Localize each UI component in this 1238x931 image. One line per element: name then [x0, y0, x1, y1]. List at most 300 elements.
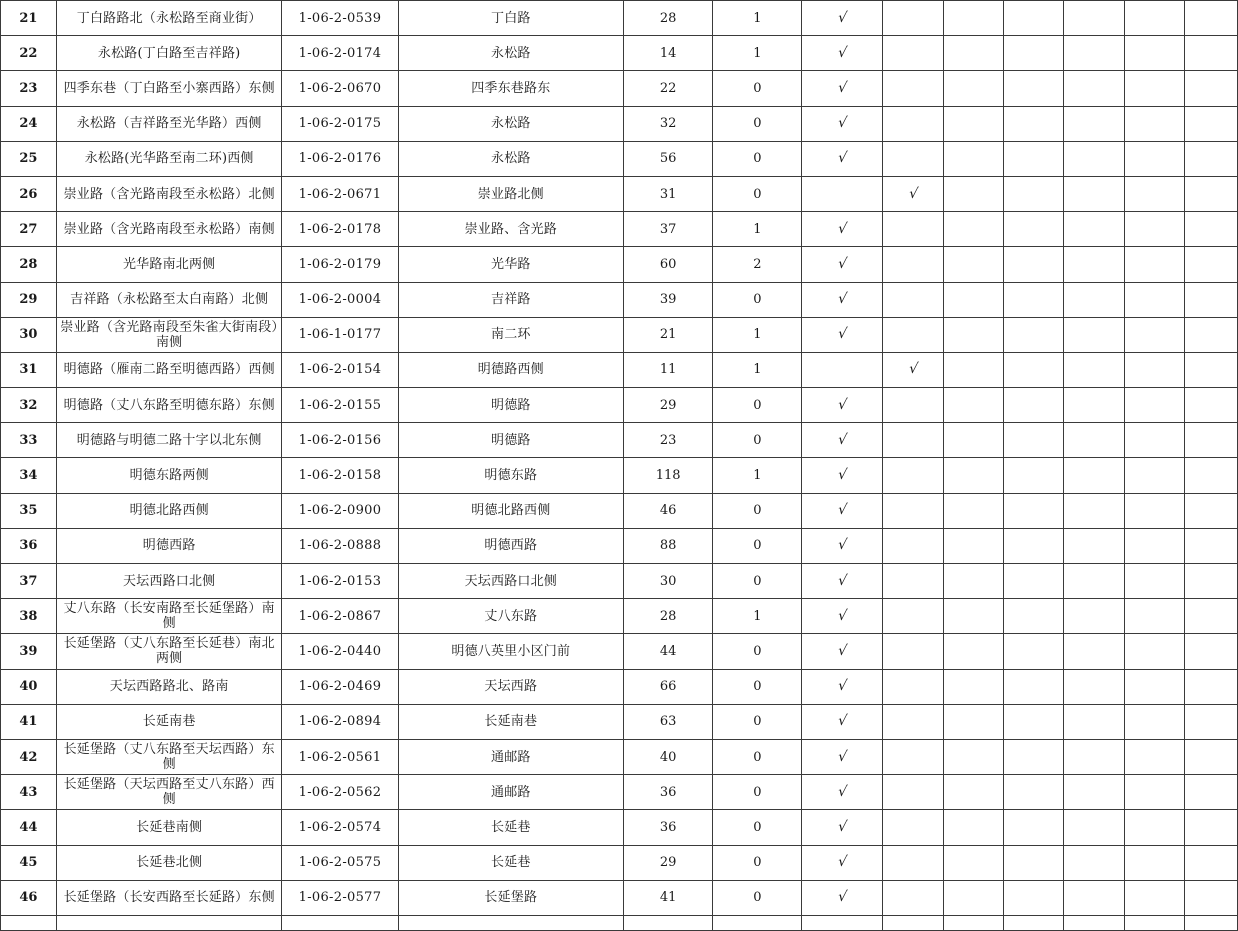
check-column-6-cell: [1124, 212, 1184, 247]
check-column-3-cell: [944, 634, 1004, 669]
check-column-7-cell: [1184, 282, 1237, 317]
section-code-cell: 1-06-2-0670: [282, 71, 398, 106]
section-code-cell: 1-06-2-0469: [282, 669, 398, 704]
location-cell: 丁白路: [398, 1, 624, 36]
check-column-6-cell: [1124, 704, 1184, 739]
check-column-4-cell: [1003, 388, 1063, 423]
check-column-2-cell: [883, 564, 944, 599]
row-number-cell: 39: [1, 634, 57, 669]
section-code-cell: 1-06-2-0179: [282, 247, 398, 282]
table-row: [1, 810, 1238, 845]
table-row: [1, 669, 1238, 704]
location-cell: 长延巷: [398, 810, 624, 845]
section-code-cell: 1-06-2-0154: [282, 352, 398, 387]
count-a-cell: 88: [624, 528, 713, 563]
check-column-6-cell: [1124, 810, 1184, 845]
check-column-7-cell: [1184, 317, 1237, 352]
count-b-cell: 0: [713, 528, 802, 563]
count-a-cell: 23: [624, 423, 713, 458]
count-b-cell: 2: [713, 247, 802, 282]
check-column-5-cell: [1064, 423, 1124, 458]
table-row: [1, 458, 1238, 493]
section-code-cell: 1-06-2-0158: [282, 458, 398, 493]
road-section-name-cell: 明德路（雁南二路至明德西路）西侧: [56, 352, 282, 387]
location-cell: 明德东路: [398, 458, 624, 493]
row-number-cell: 45: [1, 845, 57, 880]
check-mark-icon: √: [836, 291, 848, 308]
location-cell: 明德西路: [398, 528, 624, 563]
check-column-3-cell: [944, 564, 1004, 599]
road-section-name-cell: 永松路(丁白路至吉祥路): [56, 36, 282, 71]
count-a-cell: 40: [624, 739, 713, 774]
section-code-cell: 1-06-2-0175: [282, 106, 398, 141]
check-column-2-cell: [883, 247, 944, 282]
check-column-5-cell: [1064, 775, 1124, 810]
check-column-6-cell: [1124, 106, 1184, 141]
section-code-cell: 1-06-2-0004: [282, 282, 398, 317]
check-column-3-cell: [944, 528, 1004, 563]
location-cell: 天坛西路: [398, 669, 624, 704]
row-number-cell: 44: [1, 810, 57, 845]
check-column-1-cell: [802, 423, 883, 458]
count-b-cell: 0: [713, 141, 802, 176]
road-section-name-cell: 明德西路: [56, 528, 282, 563]
section-code-cell: 1-06-2-0153: [282, 564, 398, 599]
check-column-7-cell: [1184, 141, 1237, 176]
check-mark-icon: √: [836, 713, 848, 730]
row-number-cell: 27: [1, 212, 57, 247]
table-row: [1, 282, 1238, 317]
road-section-name-cell: 明德路（丈八东路至明德东路）东侧: [56, 388, 282, 423]
check-column-5-cell: [1064, 388, 1124, 423]
check-column-2-cell: [883, 810, 944, 845]
check-column-2-cell: [883, 106, 944, 141]
count-b-cell: 0: [713, 845, 802, 880]
road-section-name-cell: 明德路与明德二路十字以北东侧: [56, 423, 282, 458]
check-column-3-cell: [944, 352, 1004, 387]
check-column-6-cell: [1124, 1, 1184, 36]
check-column-6-cell: [1124, 71, 1184, 106]
check-column-4-cell: [1003, 493, 1063, 528]
row-number-cell: 35: [1, 493, 57, 528]
check-mark-icon: √: [836, 678, 848, 695]
row-number-cell: 32: [1, 388, 57, 423]
check-column-3-cell: [944, 317, 1004, 352]
road-section-name-cell: 永松路(光华路至南二环)西侧: [56, 141, 282, 176]
check-column-5-cell: [1064, 599, 1124, 634]
check-column-4-cell: [1003, 1, 1063, 36]
row-number-cell: 30: [1, 317, 57, 352]
check-column-7-cell: [1184, 704, 1237, 739]
check-column-6-cell: [1124, 36, 1184, 71]
check-column-2-cell: [883, 71, 944, 106]
count-b-cell: 1: [713, 1, 802, 36]
check-column-4-cell: [1003, 212, 1063, 247]
check-column-7-cell: [1184, 247, 1237, 282]
road-section-name-cell: 明德东路两侧: [56, 458, 282, 493]
table-row: [1, 599, 1238, 634]
check-column-3-cell: [944, 282, 1004, 317]
check-column-7-cell: [1184, 669, 1237, 704]
check-column-5-cell: [1064, 634, 1124, 669]
check-column-3-cell: [944, 141, 1004, 176]
row-number-cell: 25: [1, 141, 57, 176]
check-column-6-cell: [1124, 388, 1184, 423]
check-column-7-cell: [1184, 71, 1237, 106]
road-section-name-cell: 长延堡路（天坛西路至丈八东路）西侧: [56, 775, 282, 810]
row-number-cell: 22: [1, 36, 57, 71]
row-number-cell: 42: [1, 739, 57, 774]
table-row: [1, 880, 1238, 915]
check-column-4-cell: [1003, 775, 1063, 810]
road-section-name-cell: 长延巷南侧: [56, 810, 282, 845]
check-mark-icon: √: [836, 467, 848, 484]
check-column-7-cell: [1184, 352, 1237, 387]
check-mark-icon: √: [836, 642, 848, 659]
check-column-5-cell: [1064, 176, 1124, 211]
check-column-7-cell: [1184, 212, 1237, 247]
check-column-4-cell: [1003, 704, 1063, 739]
count-a-cell: 118: [624, 458, 713, 493]
count-a-cell: 56: [624, 141, 713, 176]
check-column-4-cell: [1003, 423, 1063, 458]
road-section-name-cell: 四季东巷（丁白路至小寨西路）东侧: [56, 71, 282, 106]
check-column-5-cell: [1064, 880, 1124, 915]
count-a-cell: 36: [624, 775, 713, 810]
section-code-cell: 1-06-2-0539: [282, 1, 398, 36]
section-code-cell: 1-06-2-0155: [282, 388, 398, 423]
road-section-name-cell: 光华路南北两侧: [56, 247, 282, 282]
check-mark-icon: √: [907, 185, 919, 202]
check-column-1-cell: [802, 212, 883, 247]
check-mark-icon: √: [836, 115, 848, 132]
road-section-name-cell: 崇业路（含光路南段至永松路）南侧: [56, 212, 282, 247]
table-row: [1, 845, 1238, 880]
check-mark-icon: √: [836, 572, 848, 589]
check-mark-icon: √: [836, 396, 848, 413]
check-column-6-cell: [1124, 458, 1184, 493]
check-column-5-cell: [1064, 458, 1124, 493]
location-cell: 通邮路: [398, 739, 624, 774]
check-column-3-cell: [944, 458, 1004, 493]
road-section-name-cell: 丁白路路北（永松路至商业街）: [56, 1, 282, 36]
row-number-cell: 21: [1, 1, 57, 36]
count-b-cell: 0: [713, 775, 802, 810]
road-section-name-cell: 长延南巷: [56, 704, 282, 739]
table-row: [1, 176, 1238, 211]
check-column-1-cell: [802, 282, 883, 317]
check-column-6-cell: [1124, 634, 1184, 669]
check-column-1-cell: [802, 775, 883, 810]
check-column-7-cell: [1184, 880, 1237, 915]
check-mark-icon: √: [836, 818, 848, 835]
check-column-4-cell: [1003, 739, 1063, 774]
check-column-3-cell: [944, 810, 1004, 845]
row-number-cell: 37: [1, 564, 57, 599]
check-column-6-cell: [1124, 247, 1184, 282]
section-code-cell: 1-06-2-0574: [282, 810, 398, 845]
check-column-3-cell: [944, 106, 1004, 141]
check-column-7-cell: [1184, 106, 1237, 141]
count-a-cell: 46: [624, 493, 713, 528]
check-column-3-cell: [944, 212, 1004, 247]
check-column-5-cell: [1064, 247, 1124, 282]
check-column-4-cell: [1003, 634, 1063, 669]
location-cell: 吉祥路: [398, 282, 624, 317]
table-row: [1, 775, 1238, 810]
check-column-4-cell: [1003, 528, 1063, 563]
check-column-2-cell: [883, 1, 944, 36]
check-column-1-cell: [802, 845, 883, 880]
check-column-6-cell: [1124, 423, 1184, 458]
check-column-7-cell: [1184, 388, 1237, 423]
check-column-5-cell: [1064, 564, 1124, 599]
check-column-1-cell: [802, 704, 883, 739]
check-mark-icon: √: [836, 502, 848, 519]
check-column-1-cell: [802, 141, 883, 176]
check-column-4-cell: [1003, 71, 1063, 106]
check-column-4-cell: [1003, 247, 1063, 282]
row-number-cell: 23: [1, 71, 57, 106]
count-b-cell: 0: [713, 176, 802, 211]
check-mark-icon: √: [836, 607, 848, 624]
row-number-cell: 46: [1, 880, 57, 915]
check-column-4-cell: [1003, 669, 1063, 704]
count-a-cell: 31: [624, 176, 713, 211]
count-b-cell: 0: [713, 282, 802, 317]
section-code-cell: 1-06-2-0174: [282, 36, 398, 71]
check-column-2-cell: [883, 212, 944, 247]
check-column-5-cell: [1064, 669, 1124, 704]
row-number-cell: 40: [1, 669, 57, 704]
check-column-5-cell: [1064, 845, 1124, 880]
check-column-7-cell: [1184, 739, 1237, 774]
check-column-6-cell: [1124, 845, 1184, 880]
check-column-4-cell: [1003, 36, 1063, 71]
row-number-cell: 31: [1, 352, 57, 387]
table-row: [1, 388, 1238, 423]
check-column-3-cell: [944, 36, 1004, 71]
count-a-cell: 41: [624, 880, 713, 915]
table-row: [1, 141, 1238, 176]
section-code-cell: 1-06-2-0440: [282, 634, 398, 669]
road-section-name-cell: 明德北路西侧: [56, 493, 282, 528]
check-column-5-cell: [1064, 1, 1124, 36]
table-row: [1, 71, 1238, 106]
check-column-4-cell: [1003, 317, 1063, 352]
count-b-cell: 0: [713, 106, 802, 141]
check-column-5-cell: [1064, 704, 1124, 739]
check-column-2-cell: [883, 176, 944, 211]
check-column-1-cell: [802, 36, 883, 71]
count-b-cell: 0: [713, 880, 802, 915]
check-column-3-cell: [944, 493, 1004, 528]
check-column-7-cell: [1184, 528, 1237, 563]
check-mark-icon: √: [836, 326, 848, 343]
check-column-5-cell: [1064, 739, 1124, 774]
check-column-7-cell: [1184, 564, 1237, 599]
check-mark-icon: √: [836, 79, 848, 96]
row-number-cell: 34: [1, 458, 57, 493]
check-column-4-cell: [1003, 282, 1063, 317]
check-mark-icon: √: [836, 854, 848, 871]
location-cell: 明德路: [398, 388, 624, 423]
table-row: [1, 247, 1238, 282]
count-b-cell: 1: [713, 317, 802, 352]
location-cell: 长延南巷: [398, 704, 624, 739]
check-column-1-cell: [802, 493, 883, 528]
table-row: [1, 317, 1238, 352]
count-a-cell: 66: [624, 669, 713, 704]
check-column-2-cell: [883, 669, 944, 704]
section-code-cell: 1-06-2-0178: [282, 212, 398, 247]
location-cell: 南二环: [398, 317, 624, 352]
road-section-name-cell: 崇业路（含光路南段至朱雀大街南段）南侧: [56, 317, 282, 352]
check-column-1-cell: [802, 317, 883, 352]
row-number-cell: 41: [1, 704, 57, 739]
count-b-cell: 1: [713, 458, 802, 493]
check-column-2-cell: [883, 704, 944, 739]
check-column-1-cell: [802, 458, 883, 493]
check-column-4-cell: [1003, 106, 1063, 141]
check-column-4-cell: [1003, 458, 1063, 493]
count-b-cell: 1: [713, 36, 802, 71]
check-column-4-cell: [1003, 141, 1063, 176]
count-b-cell: 0: [713, 423, 802, 458]
check-column-5-cell: [1064, 352, 1124, 387]
table-row: [1, 212, 1238, 247]
check-column-3-cell: [944, 669, 1004, 704]
count-b-cell: 0: [713, 388, 802, 423]
location-cell: 长延堡路: [398, 880, 624, 915]
table-row: [1, 352, 1238, 387]
check-column-1-cell: [802, 352, 883, 387]
check-column-1-cell: [802, 247, 883, 282]
count-a-cell: 22: [624, 71, 713, 106]
section-code-cell: 1-06-1-0177: [282, 317, 398, 352]
count-a-cell: 39: [624, 282, 713, 317]
table-row: [1, 739, 1238, 774]
check-column-7-cell: [1184, 599, 1237, 634]
location-cell: 永松路: [398, 141, 624, 176]
road-section-name-cell: 天坛西路路北、路南: [56, 669, 282, 704]
check-mark-icon: √: [907, 361, 919, 378]
check-column-6-cell: [1124, 880, 1184, 915]
check-column-2-cell: [883, 528, 944, 563]
check-column-4-cell: [1003, 352, 1063, 387]
road-section-name-cell: 长延巷北侧: [56, 845, 282, 880]
check-mark-icon: √: [836, 220, 848, 237]
check-column-2-cell: [883, 634, 944, 669]
check-column-6-cell: [1124, 141, 1184, 176]
table-row: [1, 528, 1238, 563]
check-column-3-cell: [944, 388, 1004, 423]
road-section-name-cell: 天坛西路口北侧: [56, 564, 282, 599]
count-a-cell: 28: [624, 599, 713, 634]
check-column-3-cell: [944, 845, 1004, 880]
check-column-7-cell: [1184, 775, 1237, 810]
road-section-name-cell: 吉祥路（永松路至太白南路）北侧: [56, 282, 282, 317]
check-column-7-cell: [1184, 493, 1237, 528]
check-column-1-cell: [802, 599, 883, 634]
section-code-cell: 1-06-2-0671: [282, 176, 398, 211]
count-b-cell: 0: [713, 669, 802, 704]
count-a-cell: 29: [624, 388, 713, 423]
check-column-3-cell: [944, 739, 1004, 774]
check-column-5-cell: [1064, 71, 1124, 106]
count-b-cell: 1: [713, 212, 802, 247]
table-row: [1, 36, 1238, 71]
table-row: [1, 493, 1238, 528]
check-column-1-cell: [802, 176, 883, 211]
count-b-cell: 1: [713, 352, 802, 387]
check-mark-icon: √: [836, 748, 848, 765]
check-column-7-cell: [1184, 36, 1237, 71]
road-section-name-cell: 长延堡路（丈八东路至天坛西路）东侧: [56, 739, 282, 774]
count-a-cell: 37: [624, 212, 713, 247]
check-column-7-cell: [1184, 1, 1237, 36]
check-column-2-cell: [883, 317, 944, 352]
row-number-cell: 24: [1, 106, 57, 141]
location-cell: 永松路: [398, 36, 624, 71]
location-cell: 通邮路: [398, 775, 624, 810]
count-a-cell: 30: [624, 564, 713, 599]
check-column-3-cell: [944, 880, 1004, 915]
check-column-2-cell: [883, 458, 944, 493]
check-column-6-cell: [1124, 282, 1184, 317]
check-column-5-cell: [1064, 810, 1124, 845]
check-column-1-cell: [802, 880, 883, 915]
check-column-4-cell: [1003, 880, 1063, 915]
count-b-cell: 0: [713, 810, 802, 845]
check-column-5-cell: [1064, 493, 1124, 528]
check-column-2-cell: [883, 423, 944, 458]
check-column-2-cell: [883, 352, 944, 387]
check-column-3-cell: [944, 599, 1004, 634]
check-mark-icon: √: [836, 9, 848, 26]
table-row: [1, 423, 1238, 458]
check-column-2-cell: [883, 388, 944, 423]
check-column-2-cell: [883, 36, 944, 71]
check-column-2-cell: [883, 739, 944, 774]
check-column-3-cell: [944, 704, 1004, 739]
section-code-cell: 1-06-2-0156: [282, 423, 398, 458]
count-a-cell: 36: [624, 810, 713, 845]
check-column-5-cell: [1064, 36, 1124, 71]
check-mark-icon: √: [836, 783, 848, 800]
check-column-2-cell: [883, 493, 944, 528]
check-column-6-cell: [1124, 564, 1184, 599]
check-column-3-cell: [944, 247, 1004, 282]
table-body: [1, 1, 1238, 931]
table-row: [1, 564, 1238, 599]
check-column-1-cell: [802, 739, 883, 774]
count-b-cell: 0: [713, 564, 802, 599]
location-cell: 长延巷: [398, 845, 624, 880]
check-column-6-cell: [1124, 669, 1184, 704]
check-column-1-cell: [802, 106, 883, 141]
section-code-cell: 1-06-2-0562: [282, 775, 398, 810]
check-column-2-cell: [883, 282, 944, 317]
check-column-1-cell: [802, 634, 883, 669]
check-column-6-cell: [1124, 599, 1184, 634]
location-cell: 明德八英里小区门前: [398, 634, 624, 669]
check-column-4-cell: [1003, 564, 1063, 599]
location-cell: 天坛西路口北侧: [398, 564, 624, 599]
check-column-5-cell: [1064, 106, 1124, 141]
check-column-1-cell: [802, 71, 883, 106]
location-cell: 明德路: [398, 423, 624, 458]
